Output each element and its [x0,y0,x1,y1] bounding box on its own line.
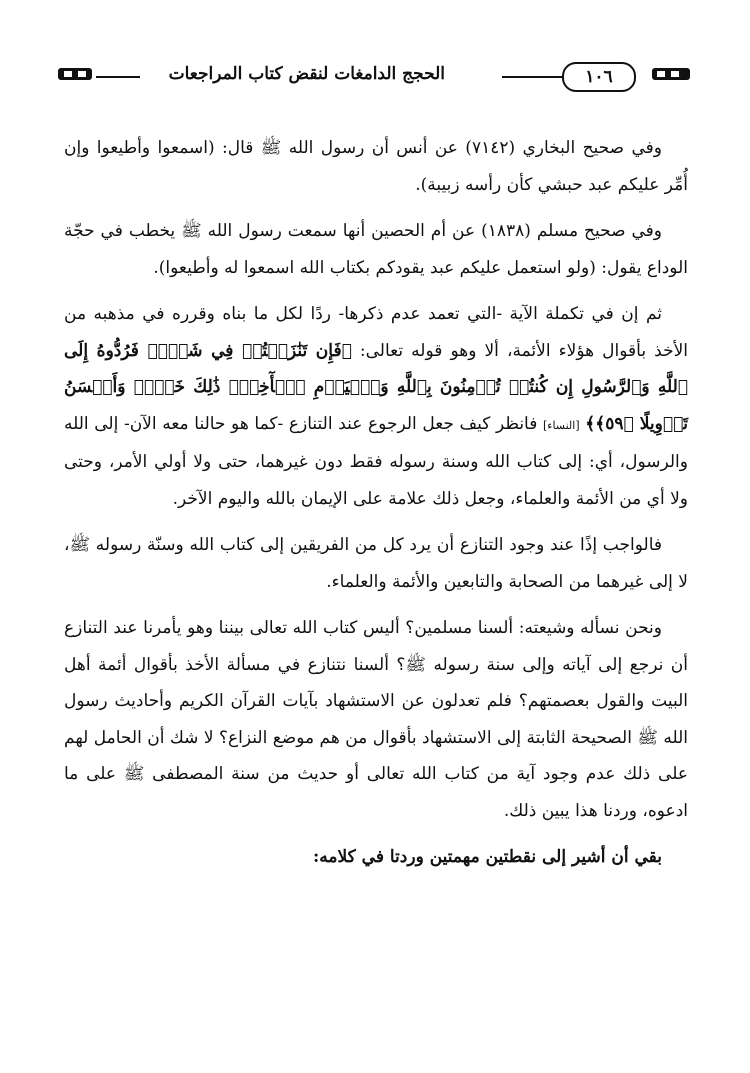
paragraph [64,130,688,203]
surah-reference: [النساء] [542,418,580,432]
paragraph-text: ونحن نسأله وشيعته: ألسنا مسلمين؟ أليس كتاب الله تعالى بيننا وهو يأمرنا عند التنازع أن نرجع إلى آياته وإلى سنة رسوله ﷺ؟ ألسنا نتنازع في مسألة الأخذ بأقوال أئمة أهل البيت والقول بعصمتهم؟ فلم تعدلون عن الاستشهاد بآيات القرآن الكريم وأحاديث رسول الله ﷺ الصحيحة الثابتة إلى الاستشهاد بأقوال من هم موضع النزاع؟ لا شك أن الحامل لهم على ذلك عدم وجود آية من كتاب الله تعالى أو حديث من سنة المصطفى ﷺ على ما ادعوه، وردنا هذا يبين ذلك. [64,618,688,821]
header-rule [502,76,562,78]
paragraph-text: فانظر كيف جعل الرجوع عند التنازع -كما هو حالنا معه الآن- إلى الله والرسول، أي: إلى كتاب الله وسنة رسوله فقط دون غيرهما، حتى ولا أولي الأمر، وحتى ولا أي من الأئمة والعلماء، وجعل ذلك علامة على الإيمان بالله واليوم الآخر. [64,413,688,509]
page-body [64,130,688,886]
paragraph [64,527,688,600]
quran-verse: ﴿فَإِن تَنَٰزَعۡتُمۡ فِي شَيۡءٖ فَرُدُّوهُ إِلَى ٱللَّهِ وَٱلرَّسُولِ إِن كُنتُمۡ تُؤۡمِنُونَ بِٱللَّهِ وَٱلۡيَوۡمِ ٱلۡأٓخِرِۚ ذَٰلِكَ خَيۡرٞ وَأَحۡسَنُ تَأۡوِيلًا ﴿٥٩﴾﴾ [64,340,689,434]
paragraph-text: وفي صحيح مسلم (١٨٣٨) عن أم الحصين أنها سمعت رسول الله ﷺ يخطب في حجّة الوداع يقول: (ولو استعمل عليكم عبد يقودكم بكتاب الله اسمعوا له وأطيعوا). [64,221,688,278]
header-ornament-icon [652,67,690,81]
running-title: الحجج الدامغات لنقض كتاب المراجعات [168,64,445,84]
page-header [58,60,690,94]
paragraph [64,839,688,876]
page-number: ١٠٦ [562,62,636,92]
paragraph-text: فالواجب إذًا عند وجود التنازع أن يرد كل من الفريقين إلى كتاب الله وسنّة رسوله ﷺ، لا إلى غيرهما من الصحابة والتابعين والأئمة والعلماء. [64,535,688,592]
header-rule [96,76,140,78]
paragraph [64,213,688,286]
paragraph-text: بقي أن أشير إلى نقطتين مهمتين وردتا في كلامه: [313,847,662,867]
paragraph [64,610,688,829]
paragraph-text: وفي صحيح البخاري (٧١٤٢) عن أنس أن رسول الله ﷺ قال: (اسمعوا وأطيعوا وإن أُمِّر عليكم عبد حبشي كأن رأسه زبيبة). [64,138,688,195]
header-ornament-icon [58,67,92,81]
paragraph-text: ثم إن في تكملة الآية -التي تعمد عدم ذكرها- ردًا لكل ما بناه وقرره في مذهبه من الأخذ بأقوال هؤلاء الأئمة، ألا وهو قوله تعالى: [64,304,689,361]
paragraph [64,296,688,517]
